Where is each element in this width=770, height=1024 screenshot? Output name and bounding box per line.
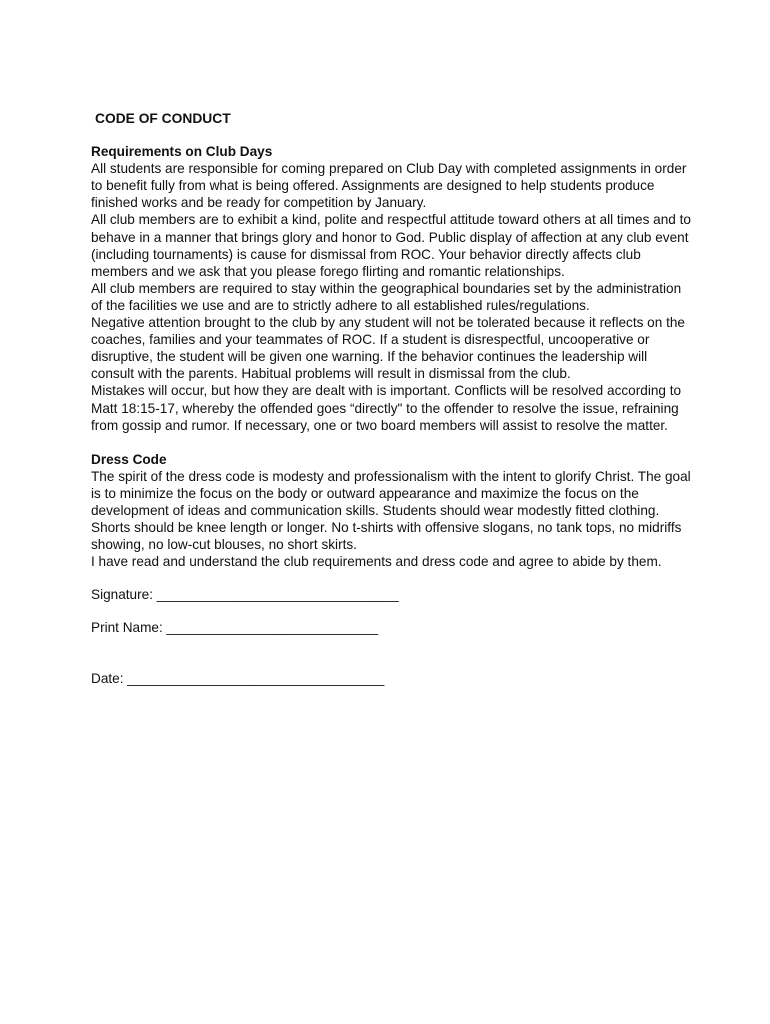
paragraph-mistakes: Mistakes will occur, but how they are dealt with is important. Conflicts will be resolved according to Matt 18:15-17, whereby the offended goes “directly" to the offender to resolve the issue, refraining from gossip and rumor. If necessary, one or two board members will assist to resolve the matter. — [91, 383, 682, 433]
paragraph-acknowledgement: I have read and understand the club requirements and dress code and agree to abide by them. — [91, 554, 662, 570]
section-heading-dress-code: Dress Code — [91, 451, 167, 467]
signature-block — [91, 586, 691, 686]
paragraph-attitude: All club members are to exhibit a kind, polite and respectful attitude toward others at all times and to behave in a manner that brings glory and honor to God. Public display of affection at any club event (including tournaments) is cause for dismissal from ROC. Your behavior directly affects club members and we ask that you please forego flirting and romantic relationships. — [91, 212, 691, 279]
paragraph-boundaries: All club members are required to stay within the geographical boundaries set by the administration of the facilities we use and are to strictly adhere to all established rules/regulations. — [91, 280, 682, 313]
date-field[interactable]: Date: __________________________________ — [91, 670, 385, 686]
section-spacer — [91, 434, 691, 451]
print-name-field[interactable]: Print Name: ____________________________ — [91, 620, 379, 636]
signature-field[interactable]: Signature: ________________________________ — [91, 587, 399, 603]
document-page — [91, 110, 691, 687]
section-requirements — [91, 143, 691, 434]
document-title: CODE OF CONDUCT — [95, 111, 231, 126]
section-heading-requirements: Requirements on Club Days — [91, 144, 273, 160]
paragraph-dress-code: The spirit of the dress code is modesty and professionalism with the intent to glorify Christ. The goal is to minimize the focus on the body or outward appearance and maximize the focus on the development of ideas and communication skills. Students should wear modestly fitted clothing. Shorts should be knee length or longer. No t-shirts with offensive slogans, no tank tops, no midriffs showing, no low-cut blouses, no short skirts. — [91, 468, 691, 553]
paragraph-negative-attention: Negative attention brought to the club by any student will not be tolerated because it reflects on the coaches, families and your teammates of ROC. If a student is disrespectful, uncooperative or disruptive, the student will be given one warning. If the behavior continues the leadership will consult with the parents. Habitual problems will result in dismissal from the club. — [91, 315, 685, 382]
section-dress-code — [91, 451, 691, 571]
paragraph-preparation: All students are responsible for coming prepared on Club Day with completed assignments in order to benefit fully from what is being offered. Assignments are designed to help students produce finished works and be ready for competition by January. — [91, 161, 687, 211]
